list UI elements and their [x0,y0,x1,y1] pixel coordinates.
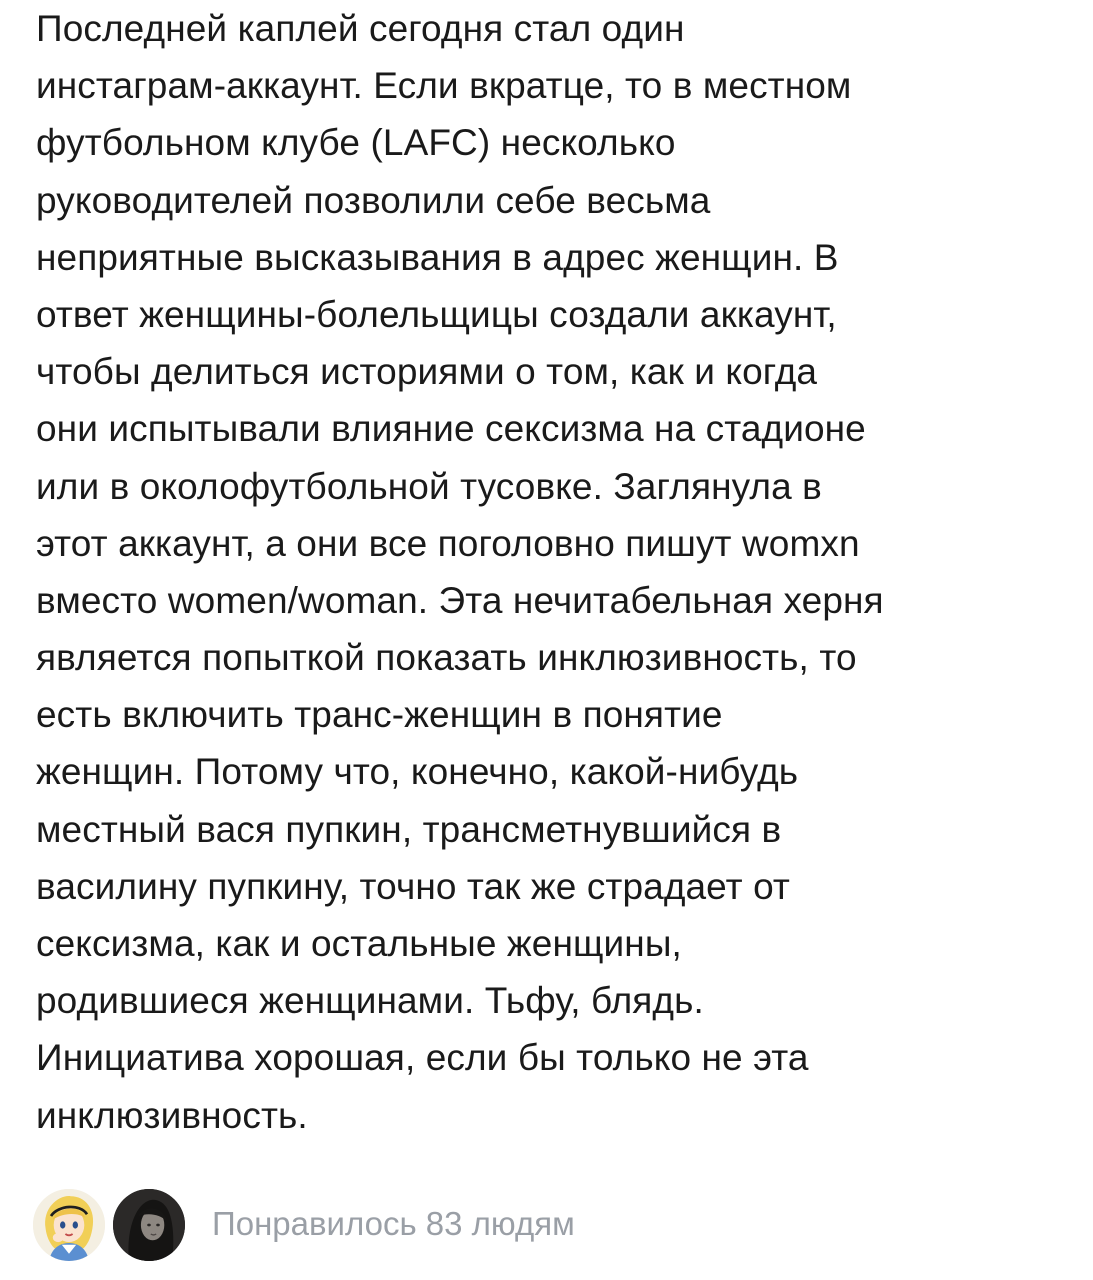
post-line: они испытывали влияние сексизма на стадионе [36,408,866,450]
post-text [36,0,1076,1144]
post-line: василину пупкину, точно так же страдает от [36,865,790,907]
likes-bar[interactable] [30,1186,1070,1266]
post-line: неприятные высказывания в адрес женщин. В [36,236,839,278]
post-line: или в околофутбольной тусовке. Заглянула в [36,465,822,507]
post-line: Последней каплей сегодня стал один [36,8,685,49]
likes-count-text[interactable]: Понравилось 83 людям [212,1205,575,1242]
post-line: руководителей позволили себе весьма [36,179,711,221]
post-line: футбольном клубе (LAFC) несколько [36,122,676,164]
post-line: женщин. Потому что, конечно, какой-нибудь [36,751,799,793]
dark-portrait-avatar-icon[interactable] [110,1186,188,1264]
post-line: сексизма, как и остальные женщины, [36,923,682,964]
post-line: Инициатива хорошая, если бы только не эта [36,1037,809,1079]
post-line: ответ женщины-болельщицы создали аккаунт, [36,293,837,335]
cartoon-girl-avatar-icon[interactable] [30,1186,108,1264]
post-line: инклюзивность. [36,1094,308,1136]
post-line: вместо women/woman. Эта нечитабельная херня [36,579,884,621]
post-line: есть включить транс-женщин в понятие [36,694,723,736]
post-line: является попыткой показать инклюзивность, то [36,637,857,679]
post-line: инстаграм-аккаунт. Если вкратце, то в местном [36,65,852,107]
post-line: родившиеся женщинами. Тьфу, блядь. [36,980,704,1022]
post-line: местный вася пупкин, трансметнувшийся в [36,808,782,850]
post-line: этот аккаунт, а они все поголовно пишут womxn [36,522,860,564]
post-line: чтобы делиться историями о том, как и когда [36,351,818,393]
